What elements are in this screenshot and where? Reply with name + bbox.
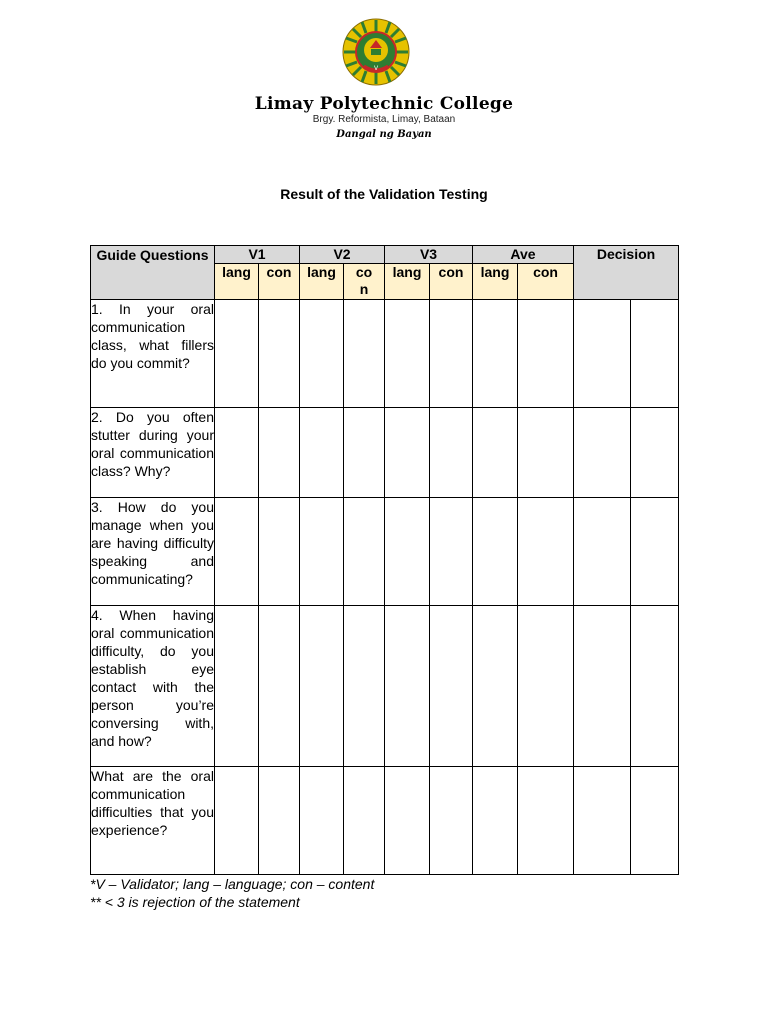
rating-cell[interactable] bbox=[518, 408, 574, 498]
question-cell: 3. How do you manage when you are having difficulty speaking and communicating? bbox=[91, 498, 215, 606]
rating-cell[interactable] bbox=[344, 606, 385, 767]
subheader-v3-lang: lang bbox=[385, 264, 430, 300]
rating-cell[interactable] bbox=[344, 767, 385, 875]
subheader-v2-con: co n bbox=[344, 264, 385, 300]
rating-cell[interactable] bbox=[300, 408, 344, 498]
rating-cell[interactable] bbox=[300, 767, 344, 875]
rating-cell[interactable] bbox=[385, 767, 430, 875]
svg-text:V: V bbox=[373, 65, 379, 72]
table-row bbox=[91, 767, 679, 875]
subheader-v1-con: con bbox=[259, 264, 300, 300]
rating-cell[interactable] bbox=[430, 606, 473, 767]
table-row bbox=[91, 408, 679, 498]
rating-cell[interactable] bbox=[215, 300, 259, 408]
rating-cell[interactable] bbox=[259, 300, 300, 408]
rating-cell[interactable] bbox=[259, 606, 300, 767]
question-cell: 1. In your oral communication class, what fillers do you commit? bbox=[91, 300, 215, 408]
question-cell: 2. Do you often stutter during your oral communication class? Why? bbox=[91, 408, 215, 498]
rating-cell[interactable] bbox=[473, 767, 518, 875]
footnotes bbox=[90, 875, 374, 911]
decision-cell[interactable] bbox=[574, 300, 631, 408]
rating-cell[interactable] bbox=[430, 498, 473, 606]
rating-cell[interactable] bbox=[215, 408, 259, 498]
college-seal-logo bbox=[342, 18, 410, 86]
college-motto: Dangal ng Bayan bbox=[336, 129, 432, 140]
decision-cell[interactable] bbox=[631, 767, 679, 875]
rating-cell[interactable] bbox=[259, 498, 300, 606]
table-row bbox=[91, 498, 679, 606]
rating-cell[interactable] bbox=[344, 408, 385, 498]
decision-cell[interactable] bbox=[631, 606, 679, 767]
decision-cell[interactable] bbox=[574, 767, 631, 875]
rating-cell[interactable] bbox=[518, 300, 574, 408]
rating-cell[interactable] bbox=[473, 300, 518, 408]
rating-cell[interactable] bbox=[430, 408, 473, 498]
table-row bbox=[91, 300, 679, 408]
decision-header: Decision bbox=[574, 246, 679, 300]
rating-cell[interactable] bbox=[344, 300, 385, 408]
college-name: Limay Polytechnic College bbox=[254, 94, 514, 114]
rating-cell[interactable] bbox=[300, 606, 344, 767]
rating-cell[interactable] bbox=[430, 300, 473, 408]
question-cell: What are the oral communication difficulties that you experience? bbox=[91, 767, 215, 875]
subheader-v1-lang: lang bbox=[215, 264, 259, 300]
table-row bbox=[91, 606, 679, 767]
decision-cell[interactable] bbox=[631, 300, 679, 408]
decision-cell[interactable] bbox=[574, 408, 631, 498]
rating-cell[interactable] bbox=[518, 767, 574, 875]
decision-cell[interactable] bbox=[574, 498, 631, 606]
college-address: Brgy. Reformista, Limay, Bataan bbox=[312, 114, 456, 125]
rating-cell[interactable] bbox=[473, 498, 518, 606]
rating-cell[interactable] bbox=[473, 606, 518, 767]
decision-cell[interactable] bbox=[631, 498, 679, 606]
decision-cell[interactable] bbox=[574, 606, 631, 767]
rating-cell[interactable] bbox=[430, 767, 473, 875]
subheader-ave-con: con bbox=[518, 264, 574, 300]
rating-cell[interactable] bbox=[518, 606, 574, 767]
validation-table bbox=[90, 245, 679, 875]
subheader-v2-lang: lang bbox=[300, 264, 344, 300]
rating-cell[interactable] bbox=[215, 498, 259, 606]
decision-cell[interactable] bbox=[631, 408, 679, 498]
question-cell: 4. When having oral communication difficulty, do you establish eye contact with the person you’re conversing with, and how? bbox=[91, 606, 215, 767]
rating-cell[interactable] bbox=[385, 408, 430, 498]
rating-cell[interactable] bbox=[259, 767, 300, 875]
group-header-ave: Ave bbox=[473, 246, 574, 264]
group-header-v3: V3 bbox=[385, 246, 473, 264]
rating-cell[interactable] bbox=[385, 498, 430, 606]
rating-cell[interactable] bbox=[344, 498, 385, 606]
subheader-v3-con: con bbox=[430, 264, 473, 300]
rating-cell[interactable] bbox=[473, 408, 518, 498]
group-header-v2: V2 bbox=[300, 246, 385, 264]
rating-cell[interactable] bbox=[385, 606, 430, 767]
rating-cell[interactable] bbox=[385, 300, 430, 408]
document-title: Result of the Validation Testing bbox=[280, 186, 488, 202]
rating-cell[interactable] bbox=[518, 498, 574, 606]
rating-cell[interactable] bbox=[300, 498, 344, 606]
rating-cell[interactable] bbox=[215, 767, 259, 875]
rating-cell[interactable] bbox=[300, 300, 344, 408]
footnote-legend: *V – Validator; lang – language; con – content bbox=[90, 876, 375, 892]
footnote-rejection: ** < 3 is rejection of the statement bbox=[90, 894, 300, 910]
subheader-ave-lang: lang bbox=[473, 264, 518, 300]
rating-cell[interactable] bbox=[215, 606, 259, 767]
rating-cell[interactable] bbox=[259, 408, 300, 498]
group-header-v1: V1 bbox=[215, 246, 300, 264]
guide-questions-header: Guide Questions bbox=[91, 246, 215, 300]
